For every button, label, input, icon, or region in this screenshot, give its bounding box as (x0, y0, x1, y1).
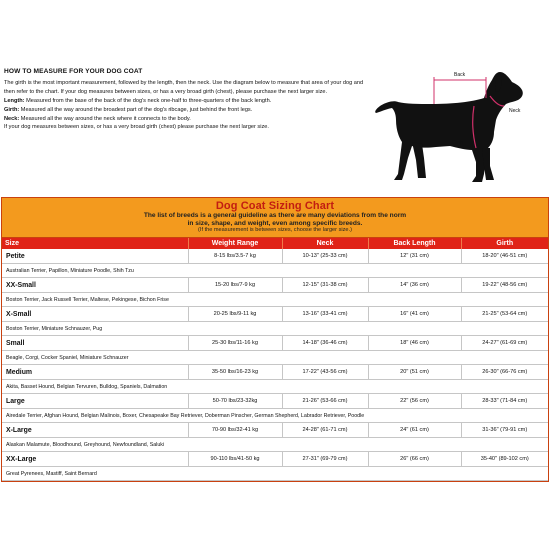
neck-cell: 10-13" (25-33 cm) (282, 249, 368, 264)
neck-label: Neck (509, 108, 521, 114)
size-rows (2, 249, 548, 481)
weight-cell: 25-30 lbs/11-16 kg (188, 336, 282, 351)
size-name: Small (2, 336, 188, 351)
back-label: Back (454, 72, 466, 78)
breeds-list: Boston Terrier, Jack Russell Terrier, Maltese, Pekingese, Bichon Frise (2, 293, 548, 307)
table-row (2, 307, 548, 322)
breeds-list: Akita, Basset Hound, Belgian Tervuren, Bulldog, Spaniels, Dalmation (2, 380, 548, 394)
neck-cell: 24-28" (61-71 cm) (282, 423, 368, 438)
weight-cell: 35-50 lbs/16-23 kg (188, 365, 282, 380)
chart-subtitle-1: The list of breeds is a general guideline as there are many deviations from the norm (143, 212, 407, 219)
back-length-cell: 18" (46 cm) (368, 336, 461, 351)
size-name: X-Small (2, 307, 188, 322)
column-header-weight: Weight Range (188, 238, 282, 249)
dog-silhouette-icon (372, 62, 532, 192)
girth-cell: 26-30" (66-76 cm) (461, 365, 548, 380)
instructions-length (4, 97, 364, 106)
breeds-row (2, 409, 548, 423)
girth-cell: 19-22" (48-56 cm) (461, 278, 548, 293)
back-length-cell: 16" (41 cm) (368, 307, 461, 322)
chart-header (2, 198, 548, 238)
breeds-list: Great Pyrenees, Mastiff, Saint Bernard (2, 467, 548, 481)
weight-cell: 90-110 lbs/41-50 kg (188, 452, 282, 467)
size-name: X-Large (2, 423, 188, 438)
weight-cell: 20-25 lbs/9-11 kg (188, 307, 282, 322)
length-label: Length: (4, 97, 25, 104)
breeds-row (2, 322, 548, 336)
sizing-chart (1, 197, 549, 482)
breeds-row (2, 351, 548, 365)
girth-cell: 24-27" (61-69 cm) (461, 336, 548, 351)
table-row (2, 336, 548, 351)
breeds-list: Alaskan Malamute, Bloodhound, Greyhound, Newfoundland, Saluki (2, 438, 548, 452)
size-name: XX-Small (2, 278, 188, 293)
girth-label: Girth (452, 140, 463, 146)
breeds-row (2, 293, 548, 307)
breeds-list: Beagle, Corgi, Cocker Spaniel, Miniature Schnauzer (2, 351, 548, 365)
table-row (2, 365, 548, 380)
weight-cell: 50-70 lbs/23-32kg (188, 394, 282, 409)
back-length-cell: 20" (51 cm) (368, 365, 461, 380)
breeds-row (2, 467, 548, 481)
girth-text: Measured all the way around the broadest part of the dog's ribcage, just behind the front legs. (19, 106, 253, 113)
breeds-row (2, 264, 548, 278)
breeds-list: Boston Terrier, Miniature Schnauzer, Pug (2, 322, 548, 336)
breeds-list: Airedale Terrier, Afghan Hound, Belgian Malinois, Boxer, Chesapeake Bay Retriever, Doberman Pinscher, German Shepherd, Labrador Retriever, Poodle (2, 409, 548, 423)
girth-cell: 21-25" (53-64 cm) (461, 307, 548, 322)
back-length-cell: 22" (56 cm) (368, 394, 461, 409)
size-name: Medium (2, 365, 188, 380)
table-header-row (2, 238, 548, 249)
size-name: Large (2, 394, 188, 409)
instructions-heading: HOW TO MEASURE FOR YOUR DOG COAT (4, 68, 143, 75)
table-row (2, 452, 548, 467)
weight-cell: 70-90 lbs/32-41 kg (188, 423, 282, 438)
instructions-footer: If your dog measures between sizes, or has a very broad girth (chest) please purchase the next larger size. (4, 124, 269, 131)
chart-note: (If the measurement is between sizes, choose the larger size.) (198, 227, 352, 234)
breeds-list: Australian Terrier, Papillon, Miniature Poodle, Shih Tzu (2, 264, 548, 278)
neck-cell: 13-16" (33-41 cm) (282, 307, 368, 322)
size-name: XX-Large (2, 452, 188, 467)
instructions-girth (4, 106, 364, 115)
weight-cell: 8-15 lbs/3.5-7 kg (188, 249, 282, 264)
chart-subtitle-2: in size, shape, and weight, even among specific breeds. (187, 219, 363, 227)
table-row (2, 278, 548, 293)
neck-cell: 17-22" (43-56 cm) (282, 365, 368, 380)
girth-cell: 18-20" (46-51 cm) (461, 249, 548, 264)
table-row (2, 423, 548, 438)
length-text: Measured from the base of the back of the dog's neck one-half to three-quarters of the back length. (24, 97, 272, 104)
girth-cell: 28-33" (71-84 cm) (461, 394, 548, 409)
table-row (2, 249, 548, 264)
neck-cell: 14-18" (36-46 cm) (282, 336, 368, 351)
back-length-cell: 14" (36 cm) (368, 278, 461, 293)
instructions-neck (4, 115, 364, 124)
chart-title: Dog Coat Sizing Chart (215, 200, 335, 212)
instructions-intro: The girth is the most important measurement, followed by the length, then the neck. Use the diagram below to measure that area of your dog and then refer to the chart. If your dog measures between sizes, or has a very broad girth (chest), please purchase the next larger size. (4, 79, 364, 95)
back-length-cell: 26" (66 cm) (368, 452, 461, 467)
neck-cell: 12-15" (31-38 cm) (282, 278, 368, 293)
column-header-neck: Neck (282, 238, 368, 249)
neck-text: Measured all the way around the neck where it connects to the body. (19, 115, 191, 122)
dog-measurement-diagram (372, 62, 532, 192)
back-length-cell: 24" (61 cm) (368, 423, 461, 438)
girth-cell: 35-40" (89-102 cm) (461, 452, 548, 467)
neck-cell: 27-31" (69-79 cm) (282, 452, 368, 467)
neck-label: Neck: (4, 115, 20, 122)
girth-cell: 31-36" (79-91 cm) (461, 423, 548, 438)
sizing-table (2, 238, 548, 481)
neck-cell: 21-26" (53-66 cm) (282, 394, 368, 409)
table-row (2, 394, 548, 409)
breeds-row (2, 438, 548, 452)
size-name: Petite (2, 249, 188, 264)
weight-cell: 15-20 lbs/7-9 kg (188, 278, 282, 293)
girth-label: Girth: (4, 106, 20, 113)
column-header-girth: Girth (461, 238, 548, 249)
breeds-row (2, 380, 548, 394)
dog-silhouette (375, 72, 523, 182)
column-header-back-length: Back Length (368, 238, 461, 249)
column-header-size: Size (2, 238, 188, 249)
measuring-instructions (4, 68, 364, 132)
back-length-cell: 12" (31 cm) (368, 249, 461, 264)
